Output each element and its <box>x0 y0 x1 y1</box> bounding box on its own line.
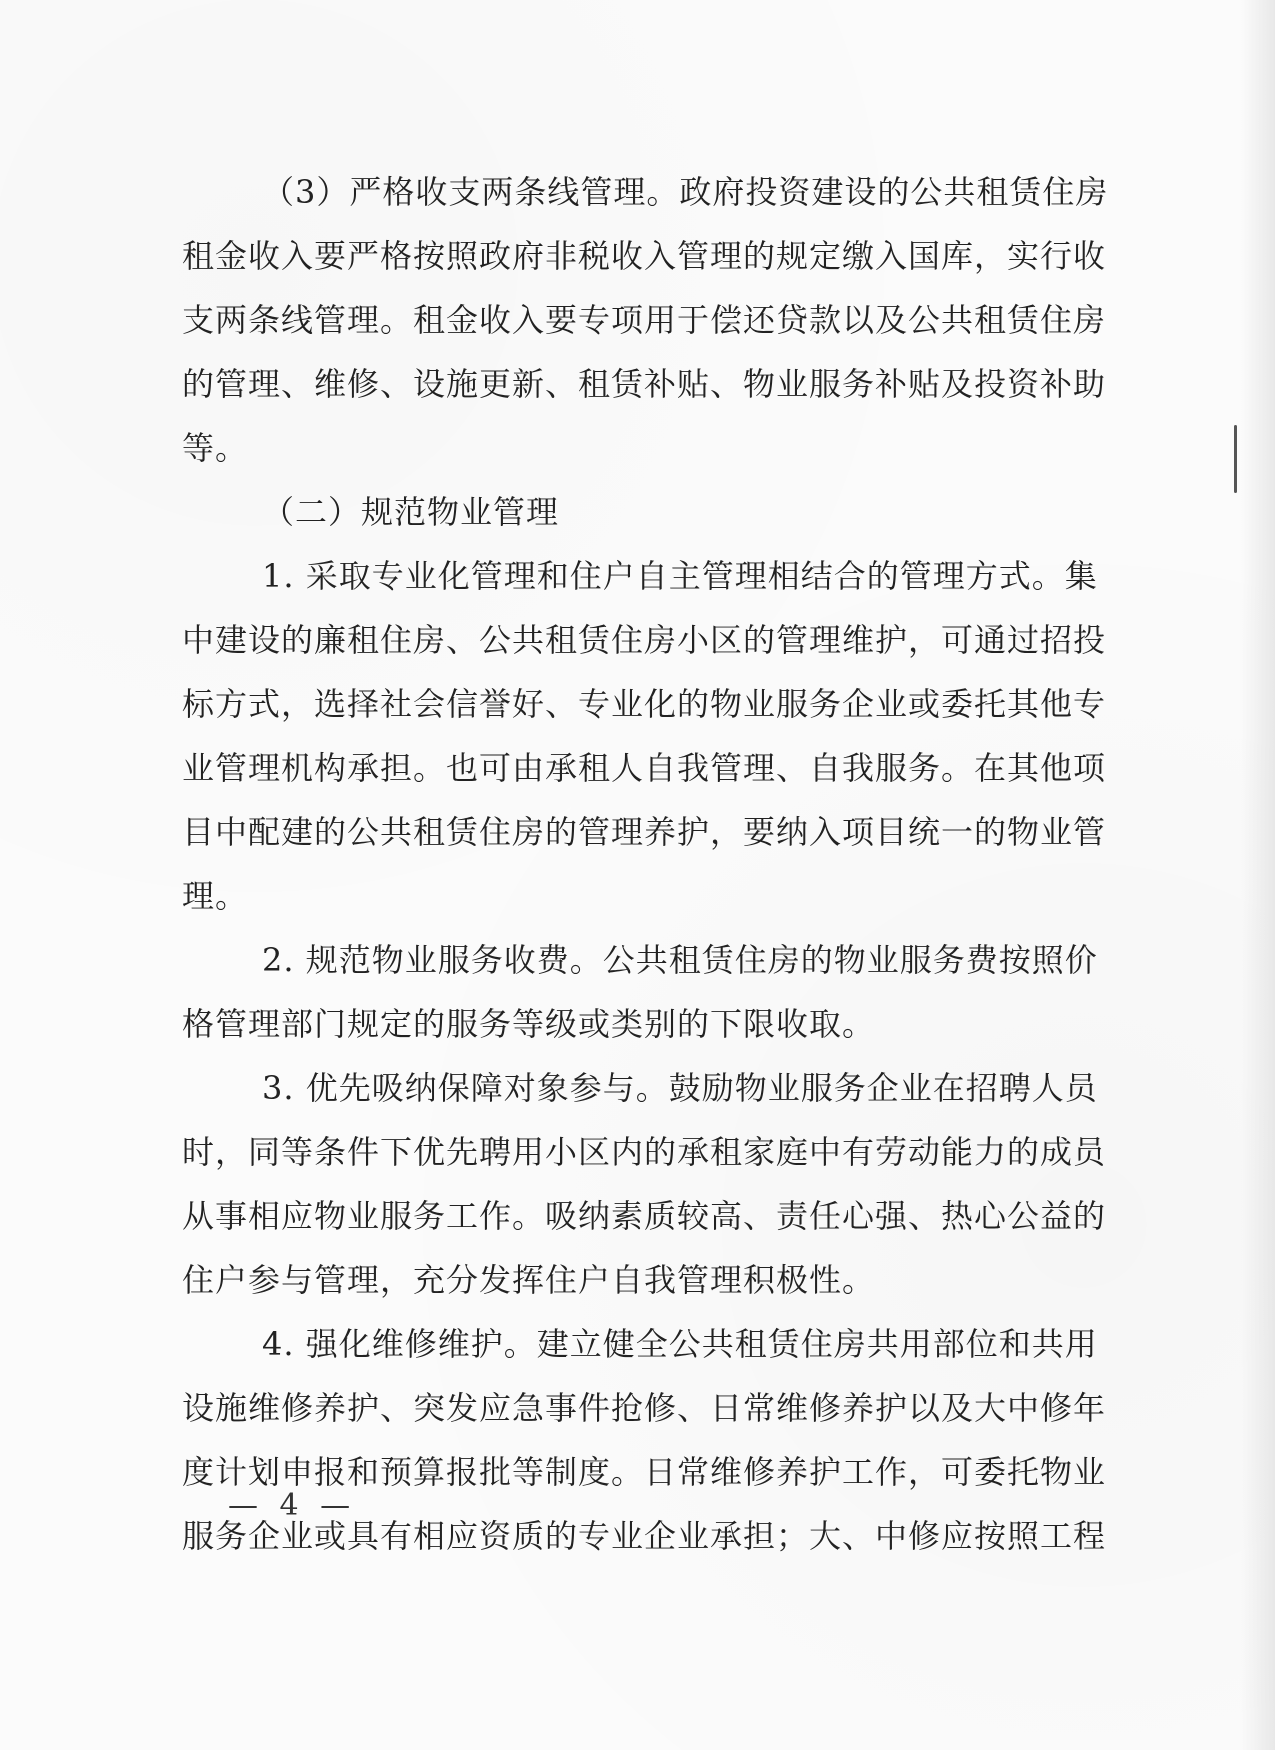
item-2-line-1: 2. 规范物业服务收费。公共租赁住房的物业服务费按照价 <box>262 941 1098 979</box>
item-4-line-2: 设施维修养护、突发应急事件抢修、日常维修养护以及大中修年 <box>182 1389 1107 1427</box>
item-1-line-3: 标方式，选择社会信誉好、专业化的物业服务企业或委托其他专 <box>182 685 1107 723</box>
item-3-line-3: 从事相应物业服务工作。吸纳素质较高、责任心强、热心公益的 <box>182 1197 1107 1235</box>
item-4-line-3: 度计划申报和预算报批等制度。日常维修养护工作，可委托物业 <box>182 1453 1107 1491</box>
item-4-line-4: 服务企业或具有相应资质的专业企业承担；大、中修应按照工程 <box>182 1517 1107 1555</box>
paragraph-line-1: （3）严格收支两条线管理。政府投资建设的公共租赁住房 <box>262 173 1109 211</box>
page-edge-shadow <box>1241 0 1275 1750</box>
item-1-line-4: 业管理机构承担。也可由承租人自我管理、自我服务。在其他项 <box>182 749 1107 787</box>
paragraph-line-2: 租金收入要严格按照政府非税收入管理的规定缴入国库，实行收 <box>182 237 1107 275</box>
document-body <box>182 160 1112 1568</box>
item-2-line-2: 格管理部门规定的服务等级或类别的下限收取。 <box>182 1005 876 1043</box>
item-3-line-4: 住户参与管理，充分发挥住户自我管理积极性。 <box>182 1261 876 1299</box>
item-1-line-6: 理。 <box>182 877 249 915</box>
item-3-line-2: 时，同等条件下优先聘用小区内的承租家庭中有劳动能力的成员 <box>182 1133 1107 1171</box>
item-1-line-1: 1. 采取专业化管理和住户自主管理相结合的管理方式。集 <box>262 557 1098 595</box>
paragraph-line-4: 的管理、维修、设施更新、租赁补贴、物业服务补贴及投资补助 <box>182 365 1107 403</box>
item-1-line-5: 目中配建的公共租赁住房的管理养护，要纳入项目统一的物业管 <box>182 813 1107 851</box>
item-3-line-1: 3. 优先吸纳保障对象参与。鼓励物业服务企业在招聘人员 <box>262 1069 1098 1107</box>
page-number: — 4 — <box>228 1488 357 1523</box>
scan-mark <box>1234 425 1237 493</box>
paragraph-line-5: 等。 <box>182 429 249 467</box>
item-1-line-2: 中建设的廉租住房、公共租赁住房小区的管理维护，可通过招投 <box>182 621 1107 659</box>
paragraph-line-3: 支两条线管理。租金收入要专项用于偿还贷款以及公共租赁住房 <box>182 301 1107 339</box>
section-heading: （二）规范物业管理 <box>262 493 560 531</box>
item-4-line-1: 4. 强化维修维护。建立健全公共租赁住房共用部位和共用 <box>262 1325 1098 1363</box>
